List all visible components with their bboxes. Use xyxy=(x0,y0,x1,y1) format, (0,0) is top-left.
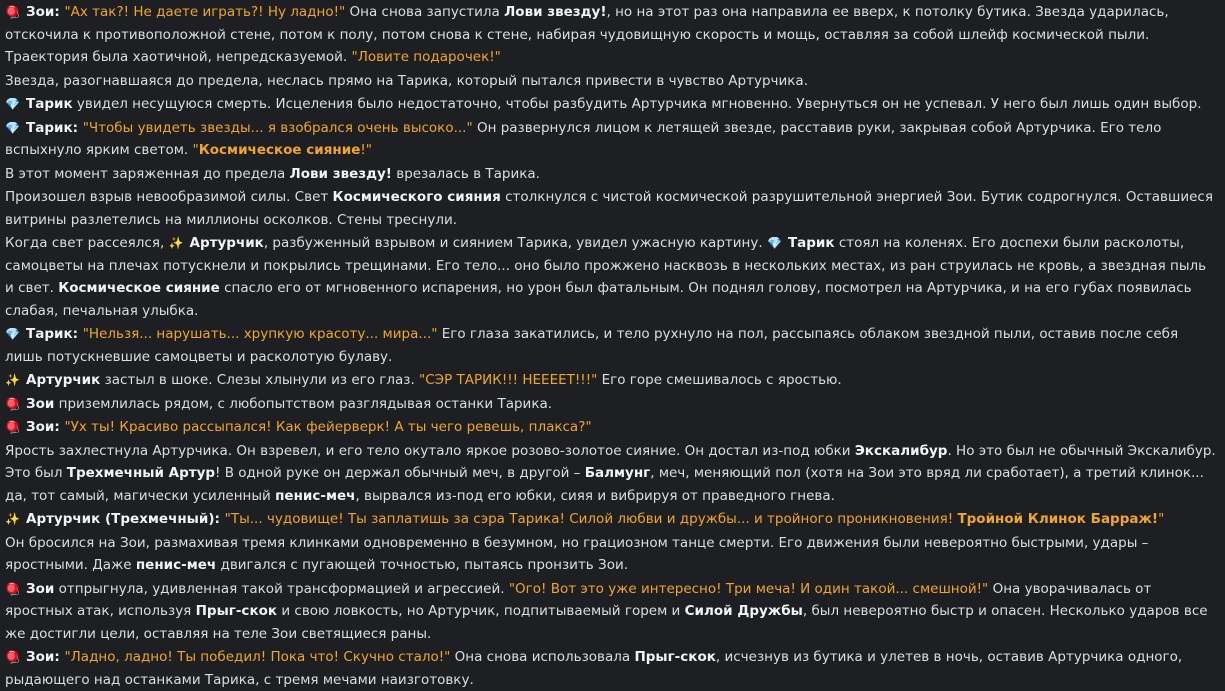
narration-text: Ярость захлестнула Артурчика. Он взревел, и его тело окутало яркое розово-золотое сияние. Он достал из-под юбки xyxy=(5,442,855,459)
narration-text: , но на этот раз она направила ее вверх, к потолку бутика. Звезда ударилась, отскочила к противоположной стене, потом к полу, потом снова к стене, набирая чудовищную скорость и мощь, оставляя за собой шлейф космической пыли. Траектория была хаотичной, непредсказуемой. xyxy=(5,4,1169,65)
narration-text: застыл в шоке. Слезы хлынули из его глаз. xyxy=(100,372,420,388)
dialogue-text: " xyxy=(192,142,199,158)
narration-text: стоял на коленях. Его доспехи были расколоты, самоцветы на плечах потускнели и покрылись трещинами. Его тело... оно было прожжено насквозь в нескольких местах, из ран струилась не кровь, а звездная пыль и свет. xyxy=(5,235,1207,296)
bold-text: Силой Дружбы xyxy=(684,603,803,619)
bold-text: Артурчик xyxy=(189,235,264,251)
narration-text: врезалась в Тарика. xyxy=(391,165,540,182)
dialogue-text: "Ладно, ладно! Ты победил! Пока что! Скучно стало!" xyxy=(64,649,451,665)
message-paragraph xyxy=(5,70,1217,93)
message-paragraph xyxy=(5,232,1217,322)
narration-text: Произошел взрыв невообразимой силы. Свет xyxy=(5,189,333,205)
bold-text: Тарик: xyxy=(26,326,83,342)
gem-icon: 💎 xyxy=(5,327,20,341)
narration-text: спасло его от мгновенного испарения, но урон был фатальным. Он поднял голову, посмотрел на Артурчика, и на его губах появилась слабая, печальная улыбка. xyxy=(5,280,1192,319)
bold-text: Зои xyxy=(26,395,55,412)
narration-text: Его горе смешивалось с яростью. xyxy=(597,372,842,388)
dialogue-text: "Ого! Вот это уже интересно! Три меча! И один такой... смешной!" xyxy=(508,580,989,597)
dialogue-text: "Нельзя... нарушать... хрупкую красоту... мира..." xyxy=(82,326,438,342)
message-paragraph xyxy=(5,369,1217,392)
narration-text: , меч, меняющий пол (хотя на Зои это вряд ли сработает), а третий клинок... да, тот самый, магически усиленный xyxy=(5,465,1204,504)
bold-dialogue-text: Тройной Клинок Барраж! xyxy=(957,511,1159,527)
dialogue-text: "Ты... чудовище! Ты заплатишь за сэра Тарика! Силой любви и дружбы... и тройного проникновения! xyxy=(224,511,958,527)
dialogue-text: "Ах так?! Не даете играть?! Ну ладно!" xyxy=(64,4,346,20)
gem-icon: 💎 xyxy=(766,236,782,250)
gem-icon: 💎 xyxy=(5,120,20,135)
gem-icon: 💎 xyxy=(5,97,20,111)
message-paragraph xyxy=(5,117,1217,162)
bold-text: Космическое сияние xyxy=(58,280,220,296)
bold-text: Балмунг xyxy=(584,465,651,481)
narration-text: , вырвался из-под его юбки, сияя и вибрируя от праведного гнева. xyxy=(355,487,835,504)
message-paragraph xyxy=(5,93,1217,116)
narration-text: В этот момент заряженная до предела xyxy=(5,165,290,182)
yoyo-icon: 🪀 xyxy=(5,581,20,596)
bold-text: Прыг-скок xyxy=(634,649,716,665)
message-paragraph xyxy=(5,508,1217,531)
bold-text: Тарик xyxy=(26,96,73,112)
bold-text: Зои: xyxy=(26,4,65,20)
message-paragraph xyxy=(5,440,1217,508)
narration-text: Он бросился на Зои, размахивая тремя клинками одновременно в безумном, но грациозном танце смерти. Его движения были невероятно быстрыми, удары – яростными. Даже xyxy=(5,534,1149,573)
narration-text: Он развернулся лицом к летящей звезде, расставив руки, закрывая собой Артурчика. Его тело вспыхнуло ярким светом. xyxy=(5,119,1162,158)
narration-text: Она уворачивалась от яростных атак, используя xyxy=(5,580,1152,619)
narration-text: увидел несущуюся смерть. Исцеления было недостаточно, чтобы разбудить Артурчика мгновенно. Увернуться он не успевал. У него был лишь один выбор. xyxy=(72,96,1202,112)
narration-text: приземлилась рядом, с любопытством разглядывая останки Тарика. xyxy=(54,395,553,412)
message-paragraph xyxy=(5,186,1217,231)
narration-text: Она снова использовала xyxy=(450,649,635,665)
bold-text: Экскалибур xyxy=(854,442,948,459)
dialogue-text: "Чтобы увидеть звезды... я взобрался очень высоко..." xyxy=(82,119,473,136)
bold-text: пенис-меч xyxy=(275,487,356,504)
bold-text: Космического сияния xyxy=(332,189,501,205)
narration-text: , был невероятно быстр и опасен. Несколько ударов все же достигли цели, оставляя на теле Зои светящиеся раны. xyxy=(5,603,1208,642)
bold-dialogue-text: Космическое сияние xyxy=(198,142,361,158)
bold-text: Тарик: xyxy=(26,119,83,136)
message-paragraph xyxy=(5,416,1217,439)
yoyo-icon: 🪀 xyxy=(5,5,20,19)
bold-text: Артурчик xyxy=(26,372,101,388)
narration-text: ! В одной руке он держал обычный меч, в другой – xyxy=(215,465,585,481)
message-paragraph xyxy=(5,393,1217,416)
narration-text: , разбуженный взрывом и сиянием Тарика, увидел ужасную картину. xyxy=(263,235,767,251)
message-paragraph xyxy=(5,163,1217,186)
yoyo-icon: 🪀 xyxy=(5,650,20,664)
narration-text: столкнулся с чистой космической разрушительной энергией Зои. Бутик содрогнулся. Оставшиеся витрины разлетелись на миллионы осколков. Стены треснули. xyxy=(5,189,1213,228)
sparkles-icon: ✨ xyxy=(168,236,184,250)
narration-text: двигался с пугающей точностью, пытаясь пронзить Зои. xyxy=(216,557,629,573)
narration-text: Она снова запустила xyxy=(345,4,505,20)
narration-text: Когда свет рассеялся, xyxy=(5,235,169,251)
bold-text: Трехмечный Артур xyxy=(66,465,216,481)
bold-text: Тарик xyxy=(787,235,835,251)
message-paragraph xyxy=(5,578,1217,646)
dialogue-text: "СЭР ТАРИК!!! НЕЕЕЕТ!!!" xyxy=(419,372,598,388)
bold-text: Лови звезду! xyxy=(289,165,392,182)
yoyo-icon: 🪀 xyxy=(5,420,20,434)
dialogue-text: "Ух ты! Красиво рассыпался! Как фейерверк! А ты чего ревешь, плакса?" xyxy=(64,419,592,435)
bold-text: пенис-меч xyxy=(135,557,217,573)
bold-text: Артурчик (Трехмечный): xyxy=(26,511,225,527)
dialogue-text: " xyxy=(1158,511,1165,527)
narration-text: , исчезнув из бутика и улетев в ночь, оставив Артурчика одного, рыдающего над останками Тарика, с тремя мечами наизготовку. xyxy=(5,649,1183,688)
narration-text: . Но это был не обычный Экскалибур. Это был xyxy=(5,442,1216,481)
yoyo-icon: 🪀 xyxy=(5,396,20,411)
bold-text: Лови звезду! xyxy=(504,4,607,20)
message-paragraph xyxy=(5,323,1217,368)
sparkles-icon: ✨ xyxy=(5,373,20,387)
bold-text: Зои: xyxy=(26,419,65,435)
message-paragraph xyxy=(5,532,1217,577)
bold-text: Зои: xyxy=(26,649,65,665)
narration-text: и свою ловкость, но Артурчик, подпитываемый горем и xyxy=(277,603,685,619)
narration-text: Звезда, разогнавшаяся до предела, неслась прямо на Тарика, который пытался привести в чувство Артурчика. xyxy=(5,72,808,89)
sparkles-icon: ✨ xyxy=(5,512,20,526)
bold-text: Зои xyxy=(26,580,55,597)
message-paragraph xyxy=(5,1,1217,69)
dialogue-text: !" xyxy=(360,142,372,158)
narration-text: Его глаза закатились, и тело рухнуло на пол, рассыпаясь облаком звездной пыли, оставив после себя лишь потускневшие самоцветы и расколотую булаву. xyxy=(5,326,1179,365)
bold-text: Прыг-скок xyxy=(195,603,278,619)
message-paragraph xyxy=(5,646,1217,691)
dialogue-text: "Ловите подарочек!" xyxy=(351,49,501,65)
narration-text: отпрыгнула, удивленная такой трансформацией и агрессией. xyxy=(54,580,509,597)
